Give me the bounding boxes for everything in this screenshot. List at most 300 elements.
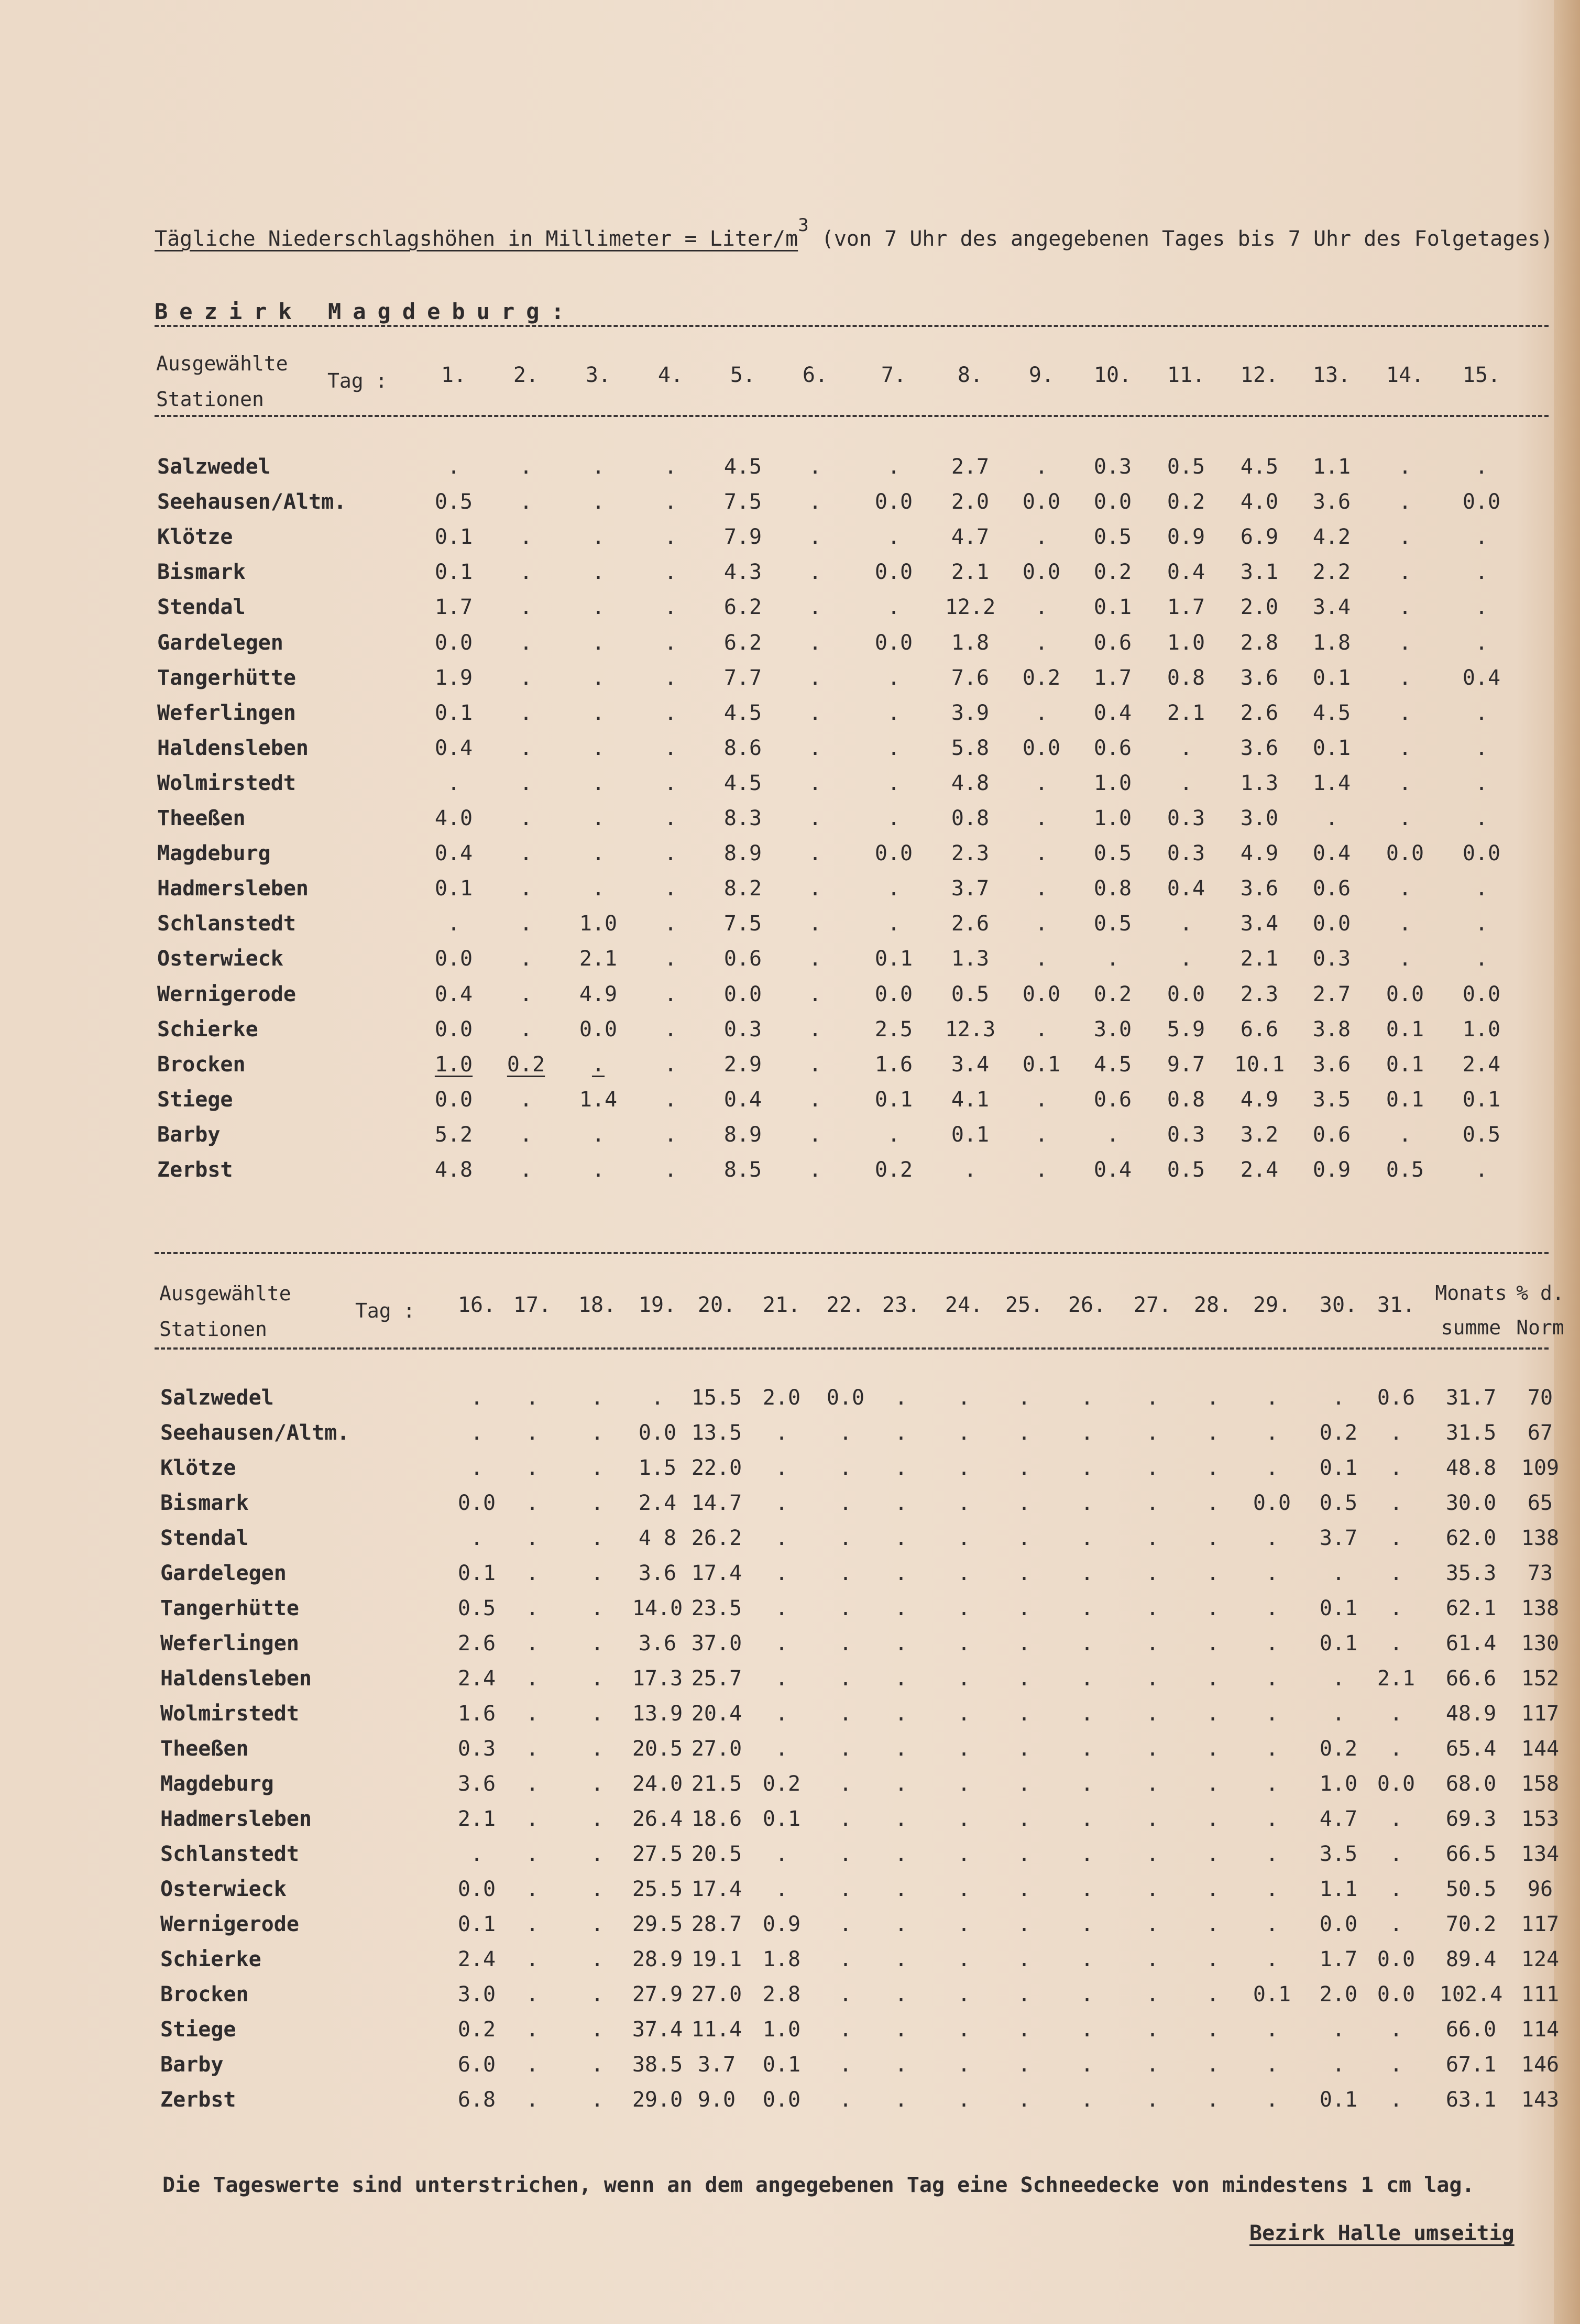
value-cell: 2.6 (1240, 701, 1279, 725)
value-cell: 0.1 (1319, 2088, 1358, 2112)
monthly-sum-cell: 30.0 (1445, 1491, 1497, 1515)
value-cell: 1.8 (951, 631, 990, 655)
value-cell: . (808, 490, 822, 514)
value-cell: . (1265, 1456, 1279, 1480)
value-cell: 6.2 (723, 631, 762, 655)
value-cell: 1.0 (762, 2018, 801, 2042)
value-cell: . (957, 1842, 971, 1866)
value-cell: 5.9 (1167, 1017, 1205, 1042)
value-cell: 2.6 (457, 1631, 496, 1656)
value-cell: 0.2 (1319, 1421, 1358, 1445)
day-header: 19. (638, 1293, 677, 1317)
value-cell: . (525, 1561, 539, 1585)
value-cell: . (1389, 1737, 1403, 1761)
value-cell: 2.4 (1462, 1053, 1501, 1077)
value-cell: 0.5 (434, 490, 473, 514)
value-cell: 0.0 (1462, 841, 1501, 865)
page-edge (1554, 0, 1580, 2324)
value-cell: . (525, 1842, 539, 1866)
value-cell: . (590, 1947, 604, 1971)
day-header: 1. (441, 363, 467, 387)
value-cell: . (447, 912, 460, 936)
value-cell: 2.1 (1240, 947, 1279, 971)
value-cell: . (808, 806, 822, 830)
value-cell: 3.7 (951, 876, 990, 901)
value-cell: . (894, 1386, 908, 1410)
value-cell: . (519, 771, 533, 795)
value-cell: . (808, 1123, 822, 1147)
value-cell: . (1080, 1456, 1094, 1480)
value-cell: . (887, 455, 901, 479)
value-cell: 19.1 (691, 1947, 742, 1971)
value-cell: 2.1 (951, 560, 990, 584)
value-cell: 4.5 (1093, 1053, 1132, 1077)
value-cell: . (1017, 2088, 1031, 2112)
value-cell: 2.8 (1240, 631, 1279, 655)
percent-norm-cell: 65 (1527, 1491, 1553, 1515)
value-cell: 2.2 (1312, 560, 1351, 584)
value-cell: 2.3 (1240, 982, 1279, 1006)
station-name: Wolmirstedt (157, 771, 296, 795)
monthly-sum-cell: 31.5 (1445, 1421, 1497, 1445)
value-cell: . (525, 1982, 539, 2007)
value-cell: . (1398, 525, 1412, 549)
value-cell: . (1146, 1386, 1159, 1410)
value-cell: . (808, 736, 822, 760)
value-cell: . (957, 1631, 971, 1656)
value-cell: 0.3 (1167, 841, 1205, 865)
value-cell: . (1389, 1842, 1403, 1866)
value-cell: . (1206, 1702, 1220, 1726)
value-cell: . (1398, 455, 1412, 479)
value-cell: . (1146, 2088, 1159, 2112)
value-cell: . (1206, 1842, 1220, 1866)
value-cell: 4.9 (1240, 1088, 1279, 1112)
value-cell: . (1206, 1561, 1220, 1585)
day-header: 8. (957, 363, 983, 387)
value-cell: 0.0 (874, 841, 913, 865)
value-cell: 0.2 (1093, 560, 1132, 584)
value-cell: . (894, 1702, 908, 1726)
value-cell: . (808, 1017, 822, 1042)
value-cell: 0.0 (1377, 1772, 1416, 1796)
region-heading: Bezirk Magdeburg: (155, 299, 576, 324)
station-name: Brocken (160, 1982, 249, 2007)
divider-line (155, 325, 1549, 327)
percent-norm-cell: 153 (1521, 1807, 1560, 1831)
value-cell: . (808, 595, 822, 619)
value-cell: . (525, 2088, 539, 2112)
value-cell: . (1475, 701, 1488, 725)
value-cell: . (1206, 1421, 1220, 1445)
value-cell: 0.0 (874, 490, 913, 514)
value-cell: . (525, 2053, 539, 2077)
value-cell: . (591, 525, 605, 549)
value-cell: 0.4 (723, 1088, 762, 1112)
value-cell: 7.5 (723, 490, 762, 514)
value-cell: . (1389, 1491, 1403, 1515)
value-cell: . (894, 1982, 908, 2007)
value-cell: . (1146, 1842, 1159, 1866)
value-cell: . (894, 1561, 908, 1585)
value-cell: 0.0 (874, 560, 913, 584)
value-cell: . (1398, 771, 1412, 795)
value-cell: . (590, 1737, 604, 1761)
value-cell: 0.0 (434, 631, 473, 655)
value-cell: . (1332, 1667, 1345, 1691)
monthly-sum-cell: 66.6 (1445, 1667, 1497, 1691)
value-cell: . (1017, 1386, 1031, 1410)
value-cell: 6.8 (457, 2088, 496, 2112)
value-cell: . (894, 2053, 908, 2077)
value-cell: . (839, 1667, 852, 1691)
value-cell: 17.4 (691, 1561, 742, 1585)
station-name: Seehausen/Altm. (160, 1421, 350, 1445)
value-cell: . (1475, 525, 1488, 549)
value-cell: 0.0 (1253, 1491, 1291, 1515)
value-cell: . (664, 912, 677, 936)
value-cell: 20.5 (691, 1842, 742, 1866)
value-cell: . (839, 1912, 852, 1936)
value-cell: . (1035, 1123, 1048, 1147)
value-cell: . (590, 1807, 604, 1831)
value-cell: . (839, 1491, 852, 1515)
value-cell: . (664, 1123, 677, 1147)
value-cell: 0.0 (1377, 1982, 1416, 2007)
value-cell: . (1179, 947, 1193, 971)
value-cell: . (1332, 1561, 1345, 1585)
value-cell: 4.3 (723, 560, 762, 584)
value-cell: . (808, 982, 822, 1006)
value-cell: . (1206, 1526, 1220, 1550)
value-cell: . (1017, 1842, 1031, 1866)
value-cell: 0.5 (1093, 912, 1132, 936)
value-cell: 9.0 (697, 2088, 736, 2112)
value-cell: 4.5 (723, 455, 762, 479)
value-cell: 0.1 (1253, 1982, 1291, 2007)
monthly-sum-cell: 50.5 (1445, 1877, 1497, 1901)
table1-station-header (156, 346, 288, 417)
value-cell: 0.5 (1093, 841, 1132, 865)
value-cell: . (470, 1842, 484, 1866)
value-cell: 4.5 (723, 701, 762, 725)
value-cell: . (1080, 1421, 1094, 1445)
value-cell: 14.7 (691, 1491, 742, 1515)
value-cell: . (808, 666, 822, 690)
value-cell: . (1206, 1631, 1220, 1656)
value-cell: 0.0 (579, 1017, 618, 1042)
value-cell: 2.1 (579, 947, 618, 971)
value-cell: . (1017, 1982, 1031, 2007)
value-cell: . (1206, 1491, 1220, 1515)
value-cell: . (519, 1158, 533, 1182)
value-cell: . (590, 1877, 604, 1901)
value-cell: . (1146, 1667, 1159, 1691)
monthly-sum-cell: 102.4 (1439, 1982, 1503, 2007)
day-header: 24. (945, 1293, 983, 1317)
value-cell: 4.8 (951, 771, 990, 795)
station-name: Magdeburg (160, 1772, 274, 1796)
value-cell: . (957, 2053, 971, 2077)
day-header: 18. (578, 1293, 617, 1317)
value-cell: . (1475, 1158, 1488, 1182)
value-cell: 17.3 (632, 1667, 683, 1691)
value-cell: 0.1 (874, 947, 913, 971)
value-cell: 4.5 (723, 771, 762, 795)
value-cell: . (839, 1947, 852, 1971)
value-cell: . (525, 2018, 539, 2042)
value-cell: 0.0 (434, 1017, 473, 1042)
value-cell: . (1080, 2053, 1094, 2077)
value-cell: . (1398, 631, 1412, 655)
value-cell: 3.7 (1319, 1526, 1358, 1550)
station-name: Hadmersleben (157, 876, 309, 901)
value-cell: . (1206, 1737, 1220, 1761)
monthly-sum-cell: 66.5 (1445, 1842, 1497, 1866)
value-cell: . (591, 701, 605, 725)
value-cell: . (894, 1912, 908, 1936)
value-cell: 0.0 (1022, 982, 1061, 1006)
value-cell: 23.5 (691, 1596, 742, 1620)
value-cell: . (447, 455, 460, 479)
value-cell: 0.0 (434, 947, 473, 971)
value-cell: . (525, 1702, 539, 1726)
value-cell: . (525, 1491, 539, 1515)
value-cell: . (775, 1421, 788, 1445)
value-cell: . (1035, 841, 1048, 865)
value-cell: . (1265, 1386, 1279, 1410)
value-cell: . (808, 560, 822, 584)
station-name: Schierke (157, 1017, 258, 1042)
station-name: Barby (160, 2053, 224, 2077)
value-cell: 0.6 (1093, 736, 1132, 760)
station-name: Hadmersleben (160, 1807, 312, 1831)
value-cell: 0.5 (1386, 1158, 1424, 1182)
value-cell: . (519, 1088, 533, 1112)
value-cell: . (808, 947, 822, 971)
value-cell: . (1080, 1386, 1094, 1410)
station-name: Theeßen (157, 806, 246, 830)
station-name: Osterwieck (160, 1877, 287, 1901)
value-cell: 1.4 (579, 1088, 618, 1112)
page-title (155, 215, 1553, 251)
value-cell: . (839, 1737, 852, 1761)
value-cell: . (957, 1947, 971, 1971)
percent-norm-cell: 111 (1521, 1982, 1560, 2007)
pct-header-line1: % d. (1516, 1281, 1564, 1304)
monthly-sum-cell: 69.3 (1445, 1807, 1497, 1831)
value-cell: . (957, 1456, 971, 1480)
value-cell: . (957, 1526, 971, 1550)
day-header: 29. (1253, 1293, 1291, 1317)
value-cell: . (775, 1561, 788, 1585)
value-cell: 0.2 (1022, 666, 1061, 690)
value-cell: . (591, 1158, 605, 1182)
value-cell: 0.8 (1167, 1088, 1205, 1112)
value-cell: . (775, 1456, 788, 1480)
value-cell: 21.5 (691, 1772, 742, 1796)
value-cell: 0.2 (457, 2018, 496, 2042)
percent-norm-cell: 73 (1527, 1561, 1553, 1585)
value-cell: . (591, 560, 605, 584)
value-cell: . (1475, 771, 1488, 795)
value-cell: . (808, 701, 822, 725)
value-cell: . (1265, 1842, 1279, 1866)
value-cell: 3.6 (1312, 1053, 1351, 1077)
value-cell: . (1389, 1596, 1403, 1620)
value-cell: 0.6 (1312, 1123, 1351, 1147)
value-cell: 1.0 (434, 1053, 473, 1077)
day-header: 21. (762, 1293, 801, 1317)
value-cell: . (525, 1737, 539, 1761)
station-name: Bismark (157, 560, 246, 584)
value-cell: . (775, 1842, 788, 1866)
value-cell: . (1035, 1017, 1048, 1042)
value-cell: . (887, 876, 901, 901)
value-cell: 0.8 (1167, 666, 1205, 690)
value-cell: . (447, 771, 460, 795)
value-cell: . (664, 631, 677, 655)
value-cell: . (1398, 806, 1412, 830)
value-cell: 2.1 (1377, 1667, 1416, 1691)
value-cell: . (664, 560, 677, 584)
value-cell: 0.1 (1022, 1053, 1061, 1077)
value-cell: . (894, 1631, 908, 1656)
value-cell: 0.4 (434, 982, 473, 1006)
value-cell: . (957, 1982, 971, 2007)
station-name: Tangerhütte (157, 666, 296, 690)
station-name: Haldensleben (157, 736, 309, 760)
value-cell: . (1389, 1561, 1403, 1585)
sum-header-line2: summe (1441, 1316, 1501, 1339)
value-cell: 37.0 (691, 1631, 742, 1656)
value-cell: 11.4 (691, 2018, 742, 2042)
value-cell: 3.6 (638, 1561, 677, 1585)
station-name: Haldensleben (160, 1667, 312, 1691)
value-cell: 27.0 (691, 1982, 742, 2007)
table2-tag-label: Tag : (355, 1299, 415, 1322)
value-cell: . (1080, 1667, 1094, 1691)
station-name: Weferlingen (157, 701, 296, 725)
value-cell: . (519, 701, 533, 725)
value-cell: . (957, 2018, 971, 2042)
value-cell: . (1389, 2018, 1403, 2042)
percent-norm-cell: 114 (1521, 2018, 1560, 2042)
value-cell: 4.0 (1240, 490, 1279, 514)
value-cell: 0.4 (1093, 1158, 1132, 1182)
value-cell: 0.6 (1093, 1088, 1132, 1112)
value-cell: 0.1 (1319, 1596, 1358, 1620)
value-cell: . (1035, 1158, 1048, 1182)
value-cell: 9.7 (1167, 1053, 1205, 1077)
value-cell: 7.9 (723, 525, 762, 549)
station-name: Klötze (157, 525, 233, 549)
value-cell: . (1265, 1947, 1279, 1971)
value-cell: 4.1 (951, 1088, 990, 1112)
value-cell: . (894, 1842, 908, 1866)
value-cell: 0.1 (762, 2053, 801, 2077)
percent-norm-cell: 70 (1527, 1386, 1553, 1410)
station-name: Schierke (160, 1947, 261, 1971)
value-cell: . (590, 1526, 604, 1550)
percent-norm-cell: 109 (1521, 1456, 1560, 1480)
value-cell: . (894, 1526, 908, 1550)
value-cell: . (957, 1772, 971, 1796)
monthly-sum-cell: 31.7 (1445, 1386, 1497, 1410)
footnote: Die Tageswerte sind unterstrichen, wenn an dem angegebenen Tag eine Schneedecke von mindestens 1 cm lag. (162, 2173, 1475, 2197)
percent-norm-cell: 143 (1521, 2088, 1560, 2112)
value-cell: 3.6 (638, 1631, 677, 1656)
value-cell: 12.3 (945, 1017, 996, 1042)
value-cell: 29.5 (632, 1912, 683, 1936)
value-cell: . (1017, 1421, 1031, 1445)
percent-norm-cell: 130 (1521, 1631, 1560, 1656)
divider-line (155, 415, 1549, 417)
value-cell: . (887, 701, 901, 725)
value-cell: . (887, 1123, 901, 1147)
value-cell: . (1035, 806, 1048, 830)
value-cell: 2.7 (951, 455, 990, 479)
value-cell: . (664, 1017, 677, 1042)
value-cell: 0.1 (457, 1561, 496, 1585)
value-cell: . (1475, 947, 1488, 971)
value-cell: . (519, 455, 533, 479)
value-cell: 2.0 (1240, 595, 1279, 619)
sum-header-line1: Monats (1435, 1281, 1507, 1304)
value-cell: 28.7 (691, 1912, 742, 1936)
value-cell: . (1017, 1912, 1031, 1936)
station-name: Osterwieck (157, 947, 283, 971)
value-cell: . (839, 2088, 852, 2112)
station-name: Gardelegen (157, 631, 283, 655)
value-cell: . (1398, 666, 1412, 690)
value-cell: . (519, 806, 533, 830)
station-name: Stiege (160, 2018, 236, 2042)
value-cell: . (664, 841, 677, 865)
station-name: Wolmirstedt (160, 1702, 299, 1726)
value-cell: . (1080, 1702, 1094, 1726)
value-cell: . (664, 455, 677, 479)
value-cell: . (525, 1631, 539, 1656)
value-cell: 0.0 (1093, 490, 1132, 514)
value-cell: . (957, 1737, 971, 1761)
value-cell: . (1389, 1631, 1403, 1656)
station-name: Brocken (157, 1053, 246, 1077)
value-cell: . (1017, 1631, 1031, 1656)
value-cell: 0.1 (434, 701, 473, 725)
value-cell: . (519, 876, 533, 901)
value-cell: 0.0 (638, 1421, 677, 1445)
value-cell: 2.3 (951, 841, 990, 865)
value-cell: . (1146, 1561, 1159, 1585)
percent-norm-cell: 158 (1521, 1772, 1560, 1796)
value-cell: 0.0 (1312, 912, 1351, 936)
value-cell: 3.4 (1240, 912, 1279, 936)
value-cell: . (957, 2088, 971, 2112)
value-cell: 22.0 (691, 1456, 742, 1480)
value-cell: . (1265, 1596, 1279, 1620)
station-header-line1: Ausgewählte (156, 352, 288, 375)
value-cell: 1.6 (457, 1702, 496, 1726)
value-cell: 1.0 (1319, 1772, 1358, 1796)
value-cell: . (590, 1456, 604, 1480)
value-cell: . (591, 771, 605, 795)
value-cell: . (775, 1737, 788, 1761)
value-cell: . (839, 2018, 852, 2042)
value-cell: . (1035, 595, 1048, 619)
value-cell: 0.1 (434, 876, 473, 901)
value-cell: . (1389, 1421, 1403, 1445)
